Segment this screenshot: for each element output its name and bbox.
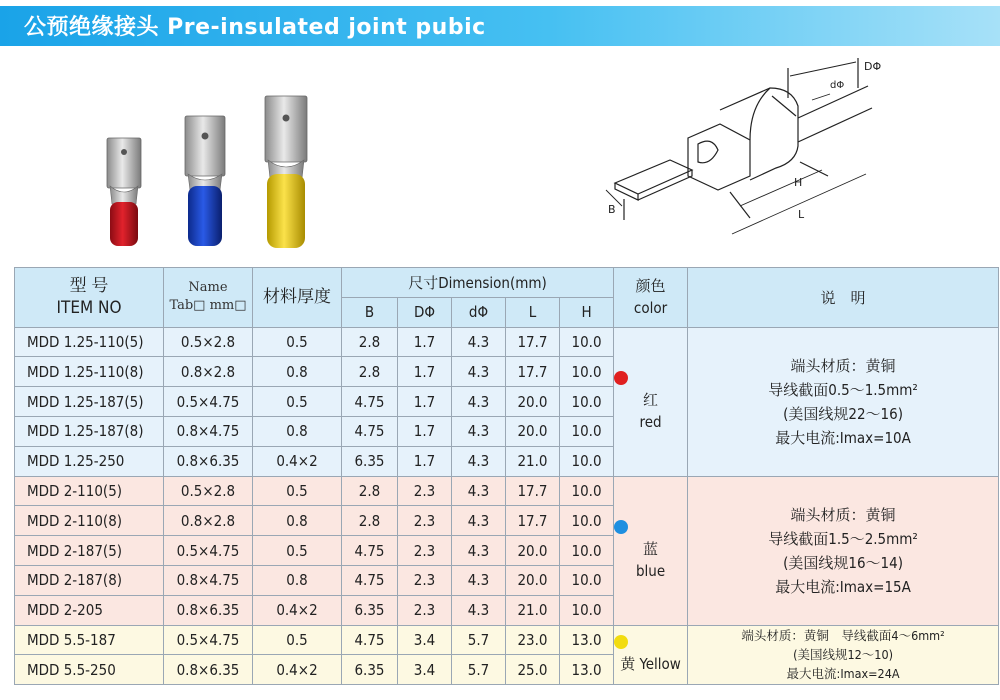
note-line: (美国线规12～10) <box>793 647 893 663</box>
value-cell: 0.5 <box>253 387 342 417</box>
value-cell: 10.0 <box>560 387 614 417</box>
value-cell: 0.4×2 <box>253 655 342 685</box>
col-color-header: 颜色 color <box>614 268 688 328</box>
color-label: blue <box>635 561 666 580</box>
value-cell: 10.0 <box>560 565 614 595</box>
red-connector <box>107 138 141 246</box>
value-cell: 0.4×2 <box>253 446 342 476</box>
value-cell: 4.75 <box>342 416 398 446</box>
label-D: DΦ <box>864 60 882 73</box>
value-cell: 2.8 <box>342 506 398 536</box>
value-cell: 6.35 <box>342 595 398 625</box>
col-L-header: L <box>506 297 560 327</box>
value-cell: 0.5×4.75 <box>164 387 253 417</box>
value-cell: 6.35 <box>342 446 398 476</box>
value-cell: 5.7 <box>452 625 506 655</box>
value-cell: 4.3 <box>452 446 506 476</box>
value-cell: 13.0 <box>560 625 614 655</box>
col-H-header: H <box>560 297 614 327</box>
item-no-cell: MDD 2-187(8) <box>15 565 164 595</box>
col-dimension-header: 尺寸Dimension(mm) <box>342 268 614 298</box>
value-cell: 0.8×6.35 <box>164 595 253 625</box>
label-B: B <box>608 203 616 216</box>
value-cell: 20.0 <box>506 565 560 595</box>
note-line: (美国线规22～16) <box>783 404 903 423</box>
color-dot-icon <box>614 371 628 385</box>
value-cell: 4.3 <box>452 506 506 536</box>
item-no-cell: MDD 1.25-187(8) <box>15 416 164 446</box>
value-cell: 10.0 <box>560 536 614 566</box>
label-H: H <box>794 176 803 189</box>
item-no-cell: MDD 2-205 <box>15 595 164 625</box>
note-line: 导线截面1.5～2.5mm² <box>768 529 918 548</box>
value-cell: 10.0 <box>560 506 614 536</box>
label-L: L <box>798 208 805 221</box>
table-row <box>15 327 999 357</box>
value-cell: 2.8 <box>342 357 398 387</box>
value-cell: 25.0 <box>506 655 560 685</box>
item-no-cell: MDD 2-110(5) <box>15 476 164 506</box>
value-cell: 0.8 <box>253 357 342 387</box>
label-d: dΦ <box>830 80 845 91</box>
value-cell: 4.3 <box>452 536 506 566</box>
value-cell: 1.7 <box>398 357 452 387</box>
color-label: 黄 Yellow <box>620 654 681 673</box>
value-cell: 4.3 <box>452 416 506 446</box>
yellow-connector <box>265 96 307 248</box>
color-dot-icon <box>614 635 628 649</box>
note-cell <box>688 476 999 625</box>
value-cell: 0.8×4.75 <box>164 565 253 595</box>
value-cell: 1.7 <box>398 416 452 446</box>
value-cell: 0.8 <box>253 416 342 446</box>
value-cell: 17.7 <box>506 476 560 506</box>
item-no-cell: MDD 1.25-110(5) <box>15 327 164 357</box>
note-line: 端头材质：黄铜 <box>790 505 896 524</box>
value-cell: 3.4 <box>398 655 452 685</box>
value-cell: 4.3 <box>452 476 506 506</box>
note-line: 端头材质：黄铜 <box>790 356 896 375</box>
color-cell <box>614 476 688 625</box>
blue-connector <box>185 116 225 246</box>
value-cell: 2.8 <box>342 476 398 506</box>
item-no-cell: MDD 2-187(5) <box>15 536 164 566</box>
value-cell: 10.0 <box>560 446 614 476</box>
value-cell: 21.0 <box>506 595 560 625</box>
col-B-header: B <box>342 297 398 327</box>
col-note-header: 说 明 <box>688 268 999 328</box>
value-cell: 20.0 <box>506 387 560 417</box>
color-label: 红 <box>643 390 659 409</box>
col-d-header: dΦ <box>452 297 506 327</box>
item-no-cell: MDD 1.25-110(8) <box>15 357 164 387</box>
table-row <box>15 476 999 506</box>
item-no-cell: MDD 5.5-187 <box>15 625 164 655</box>
value-cell: 4.75 <box>342 387 398 417</box>
value-cell: 4.75 <box>342 536 398 566</box>
value-cell: 4.75 <box>342 565 398 595</box>
header-banner <box>0 0 1000 52</box>
color-dot-icon <box>614 520 628 534</box>
note-line: 最大电流:Imax=15A <box>775 577 911 596</box>
note-cell <box>688 327 999 476</box>
value-cell: 1.7 <box>398 446 452 476</box>
value-cell: 6.35 <box>342 655 398 685</box>
value-cell: 0.4×2 <box>253 595 342 625</box>
product-photo <box>90 86 370 256</box>
value-cell: 10.0 <box>560 416 614 446</box>
value-cell: 0.5 <box>253 327 342 357</box>
value-cell: 1.7 <box>398 327 452 357</box>
note-cell <box>688 625 999 685</box>
value-cell: 17.7 <box>506 327 560 357</box>
table-body <box>15 327 999 685</box>
value-cell: 0.8 <box>253 565 342 595</box>
value-cell: 0.5×4.75 <box>164 625 253 655</box>
item-no-cell: MDD 1.25-250 <box>15 446 164 476</box>
value-cell: 0.5 <box>253 476 342 506</box>
spec-table <box>14 267 999 685</box>
table-row <box>15 625 999 655</box>
value-cell: 4.3 <box>452 357 506 387</box>
item-no-cell: MDD 1.25-187(5) <box>15 387 164 417</box>
color-cell <box>614 327 688 476</box>
color-label: 蓝 <box>643 539 659 558</box>
note-line: 最大电流:Imax=24A <box>786 666 900 682</box>
value-cell: 4.75 <box>342 625 398 655</box>
note-line: (美国线规16～14) <box>783 553 903 572</box>
value-cell: 4.3 <box>452 327 506 357</box>
color-label: red <box>639 412 662 431</box>
table-header <box>15 268 999 328</box>
value-cell: 3.4 <box>398 625 452 655</box>
value-cell: 2.3 <box>398 506 452 536</box>
note-line: 导线截面0.5～1.5mm² <box>768 380 918 399</box>
value-cell: 0.5×4.75 <box>164 536 253 566</box>
value-cell: 10.0 <box>560 595 614 625</box>
value-cell: 0.8×6.35 <box>164 446 253 476</box>
value-cell: 21.0 <box>506 446 560 476</box>
value-cell: 2.3 <box>398 476 452 506</box>
value-cell: 4.3 <box>452 565 506 595</box>
value-cell: 4.3 <box>452 595 506 625</box>
value-cell: 13.0 <box>560 655 614 685</box>
col-thickness-header: 材料厚度 <box>253 268 342 328</box>
value-cell: 5.7 <box>452 655 506 685</box>
value-cell: 20.0 <box>506 536 560 566</box>
value-cell: 4.3 <box>452 387 506 417</box>
value-cell: 0.8×6.35 <box>164 655 253 685</box>
value-cell: 10.0 <box>560 327 614 357</box>
col-name-header: Name Tab□ mm□ <box>164 268 253 328</box>
value-cell: 0.5×2.8 <box>164 476 253 506</box>
value-cell: 0.8×2.8 <box>164 506 253 536</box>
value-cell: 20.0 <box>506 416 560 446</box>
note-line: 端头材质：黄铜 导线截面4～6mm² <box>741 628 945 644</box>
value-cell: 10.0 <box>560 357 614 387</box>
value-cell: 0.8×4.75 <box>164 416 253 446</box>
page-title: 公预绝缘接头 Pre-insulated joint pubic <box>24 15 486 40</box>
value-cell: 2.3 <box>398 565 452 595</box>
value-cell: 0.5 <box>253 625 342 655</box>
col-D-header: DΦ <box>398 297 452 327</box>
value-cell: 10.0 <box>560 476 614 506</box>
value-cell: 17.7 <box>506 506 560 536</box>
value-cell: 0.8×2.8 <box>164 357 253 387</box>
value-cell: 2.3 <box>398 536 452 566</box>
value-cell: 0.5 <box>253 536 342 566</box>
note-line: 最大电流:Imax=10A <box>775 428 911 447</box>
color-cell <box>614 625 688 685</box>
value-cell: 2.3 <box>398 595 452 625</box>
value-cell: 0.8 <box>253 506 342 536</box>
value-cell: 2.8 <box>342 327 398 357</box>
value-cell: 17.7 <box>506 357 560 387</box>
value-cell: 1.7 <box>398 387 452 417</box>
dimension-drawing <box>600 58 890 248</box>
item-no-cell: MDD 2-110(8) <box>15 506 164 536</box>
item-no-cell: MDD 5.5-250 <box>15 655 164 685</box>
col-item-header: 型 号 ITEM NO <box>15 268 164 328</box>
value-cell: 23.0 <box>506 625 560 655</box>
value-cell: 0.5×2.8 <box>164 327 253 357</box>
